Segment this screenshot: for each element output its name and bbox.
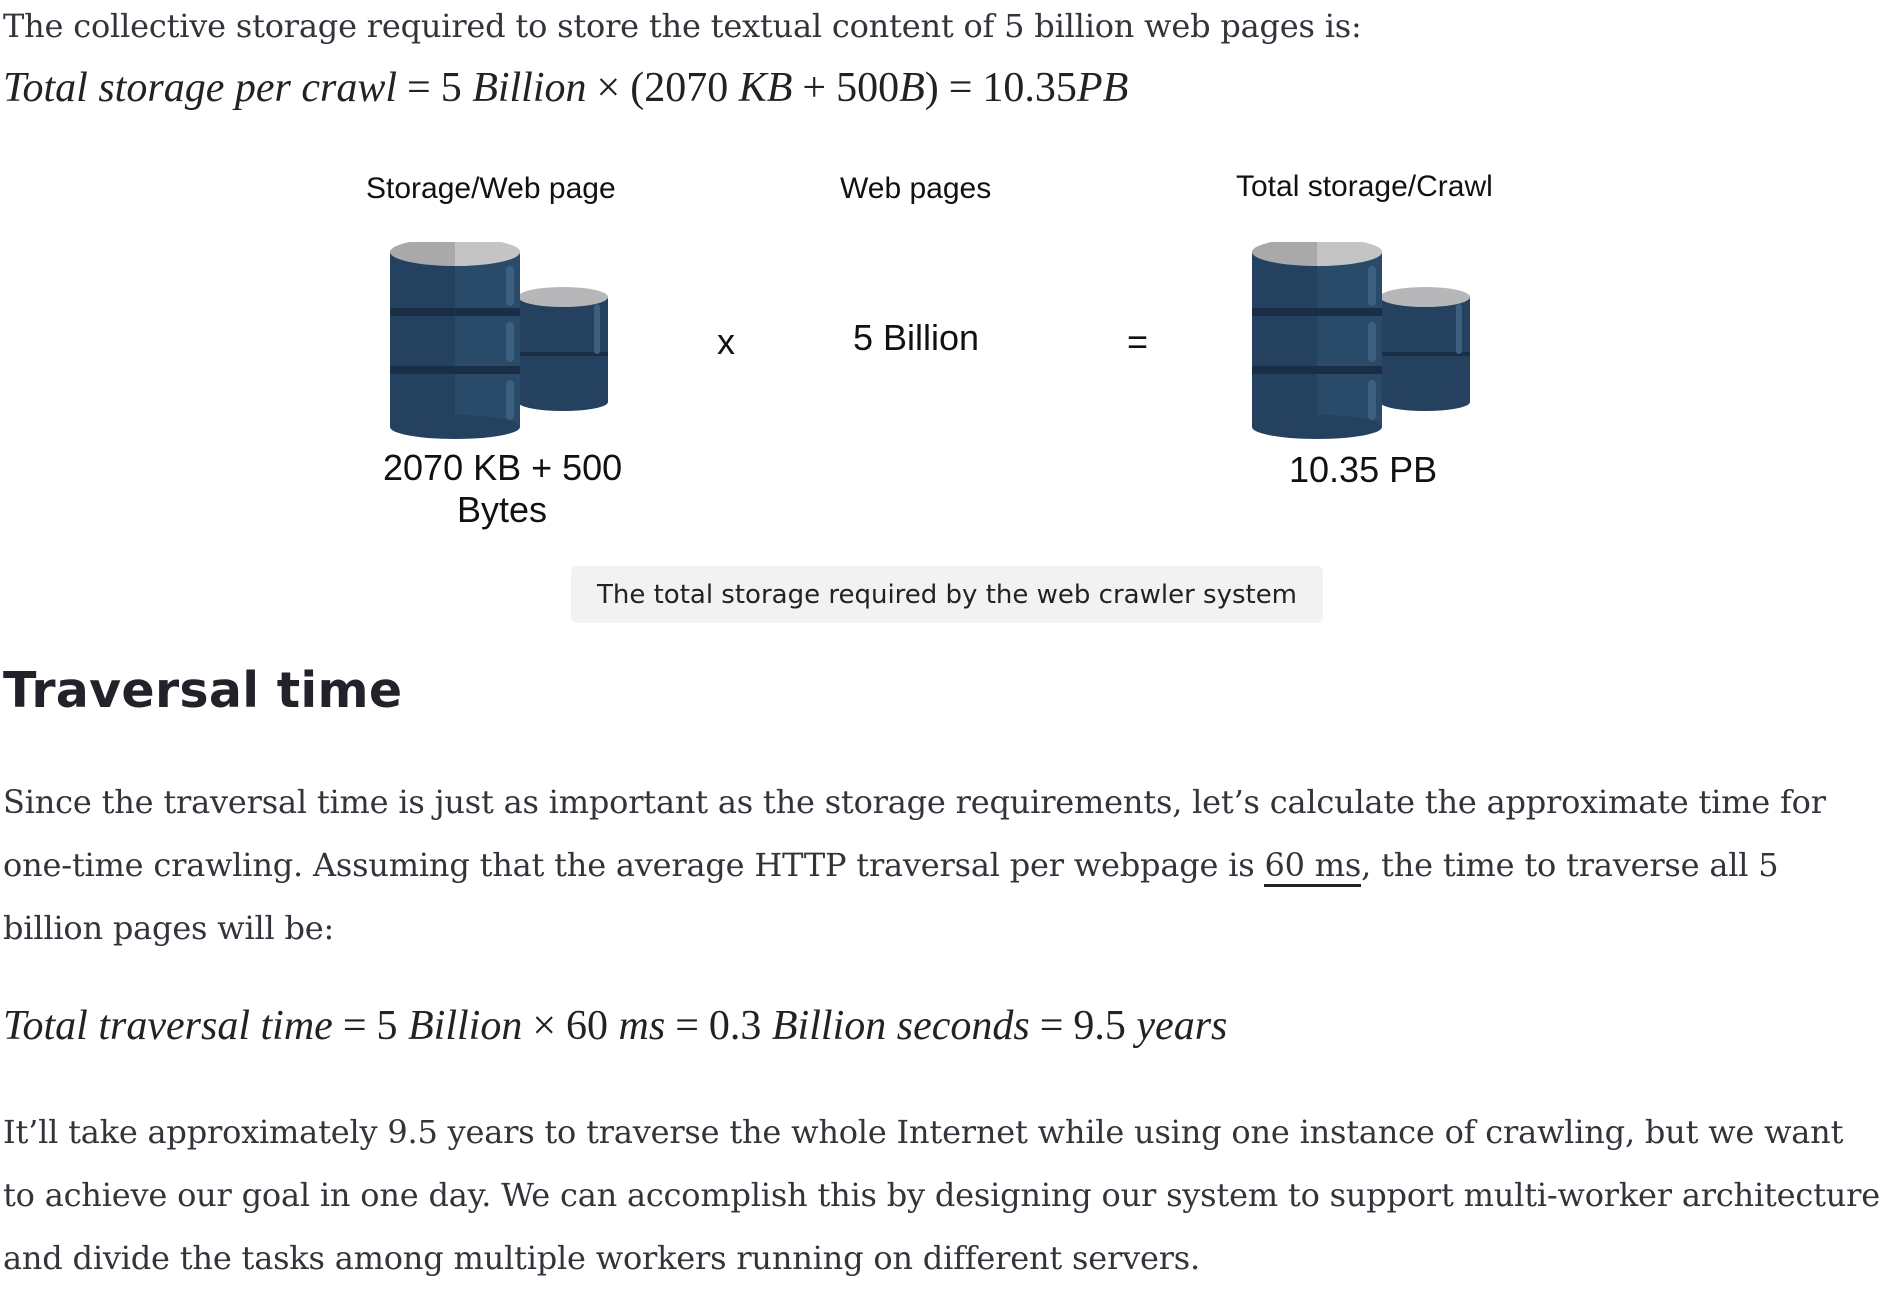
total-storage-value: 10.35 PB: [1289, 449, 1438, 490]
equals-sign: =: [1127, 321, 1149, 362]
times-sign: x: [717, 321, 735, 362]
storage-diagram: [0, 160, 1886, 560]
section-heading: Traversal time: [3, 662, 403, 719]
col3-heading: Total storage/Crawl: [1236, 170, 1493, 203]
col1-heading: Storage/Web page: [366, 172, 616, 205]
storage-equation: Total storage per crawl = 5 Billion × (2070 KB + 500B) = 10.35PB: [3, 65, 1129, 111]
storage-per-page-value: 2070 KB + 500: [383, 447, 623, 488]
storage-per-page-unit: Bytes: [457, 489, 548, 530]
conclusion-paragraph: It’ll take approximately 9.5 years to traverse the whole Internet while using one instance of crawling, but we want to achieve our goal in one day. We can accomplish this by designing our system to support multi-worker architecture and divide the tasks among multiple workers running on different servers.: [3, 1113, 1881, 1277]
figure-caption: The total storage required by the web crawler system: [571, 566, 1323, 623]
database-icon: [1252, 242, 1482, 442]
traversal-paragraph: Since the traversal time is just as important as the storage requirements, let’s calculate the approximate time for one-time crawling. Assuming that the average HTTP traversal per webpage is 60 ms, the time to traverse all 5 billion pages will be:: [3, 783, 1826, 947]
web-pages-value: 5 Billion: [853, 317, 980, 358]
database-icon: [390, 242, 620, 442]
glossary-link[interactable]: 60 ms: [1264, 846, 1361, 887]
intro-text: The collective storage required to store the textual content of 5 billion web pages is:: [3, 7, 1362, 45]
col2-heading: Web pages: [840, 172, 992, 205]
eq1-lhs: Total storage per crawl: [3, 65, 397, 111]
traversal-equation: Total traversal time = 5 Billion × 60 ms = 0.3 Billion seconds = 9.5 years: [3, 1003, 1228, 1049]
